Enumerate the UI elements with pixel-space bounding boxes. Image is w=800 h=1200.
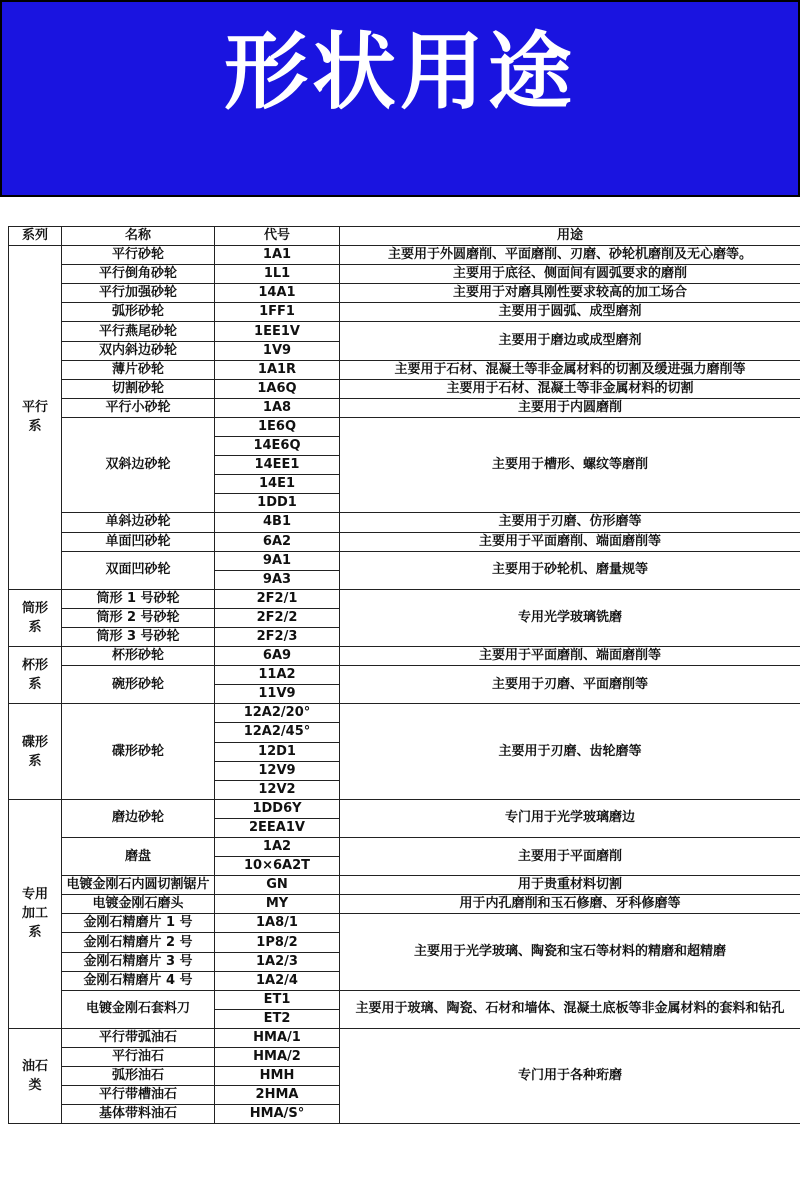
name-cell: 金刚石精磨片 1 号 bbox=[62, 914, 215, 933]
shape-use-table bbox=[8, 226, 800, 1124]
code-cell: 4B1 bbox=[215, 513, 340, 532]
series-cell: 平行系 bbox=[9, 246, 62, 590]
code-cell: 2HMA bbox=[215, 1086, 340, 1105]
code-cell: 1EE1V bbox=[215, 322, 340, 341]
name-cell: 磨边砂轮 bbox=[62, 799, 215, 837]
name-cell: 弧形砂轮 bbox=[62, 303, 215, 322]
shape-use-table-container bbox=[8, 226, 800, 1124]
code-cell: 11V9 bbox=[215, 685, 340, 704]
table-row bbox=[9, 513, 800, 532]
code-cell: GN bbox=[215, 876, 340, 895]
code-cell: 12D1 bbox=[215, 742, 340, 761]
table-row bbox=[9, 589, 800, 608]
name-cell: 金刚石精磨片 2 号 bbox=[62, 933, 215, 952]
code-cell: 1A1 bbox=[215, 246, 340, 265]
table-row bbox=[9, 360, 800, 379]
use-cell: 用于内孔磨削和玉石修磨、牙科修磨等 bbox=[340, 895, 800, 914]
code-cell: 1FF1 bbox=[215, 303, 340, 322]
table-header-row bbox=[9, 227, 800, 246]
name-cell: 单斜边砂轮 bbox=[62, 513, 215, 532]
code-cell: 2EEA1V bbox=[215, 818, 340, 837]
table-row bbox=[9, 284, 800, 303]
series-cell: 专用加工系 bbox=[9, 799, 62, 1028]
table-row bbox=[9, 914, 800, 933]
name-cell: 筒形 3 号砂轮 bbox=[62, 627, 215, 646]
table-row bbox=[9, 398, 800, 417]
name-cell: 金刚石精磨片 3 号 bbox=[62, 952, 215, 971]
code-cell: MY bbox=[215, 895, 340, 914]
use-cell: 专门用于光学玻璃磨边 bbox=[340, 799, 800, 837]
name-cell: 基体带料油石 bbox=[62, 1105, 215, 1124]
code-cell: 1P8/2 bbox=[215, 933, 340, 952]
code-cell: 14EE1 bbox=[215, 456, 340, 475]
code-cell: 2F2/3 bbox=[215, 627, 340, 646]
code-cell: 1E6Q bbox=[215, 417, 340, 436]
name-cell: 切割砂轮 bbox=[62, 379, 215, 398]
code-cell: 1A8 bbox=[215, 398, 340, 417]
series-cell: 碟形系 bbox=[9, 704, 62, 799]
name-cell: 平行带弧油石 bbox=[62, 1028, 215, 1047]
use-cell: 主要用于刃磨、仿形磨等 bbox=[340, 513, 800, 532]
table-row bbox=[9, 417, 800, 436]
table-row bbox=[9, 666, 800, 685]
use-cell: 主要用于石材、混凝土等非金属材料的切割及缓进强力磨削等 bbox=[340, 360, 800, 379]
use-cell: 专用光学玻璃铣磨 bbox=[340, 589, 800, 646]
use-cell: 主要用于玻璃、陶瓷、石材和墙体、混凝土底板等非金属材料的套料和钻孔 bbox=[340, 990, 800, 1028]
code-cell: 2F2/1 bbox=[215, 589, 340, 608]
use-cell: 主要用于砂轮机、磨量规等 bbox=[340, 551, 800, 589]
code-cell: ET2 bbox=[215, 1009, 340, 1028]
code-cell: 14E1 bbox=[215, 475, 340, 494]
code-cell: 1DD6Y bbox=[215, 799, 340, 818]
name-cell: 双内斜边砂轮 bbox=[62, 341, 215, 360]
code-cell: 1V9 bbox=[215, 341, 340, 360]
code-cell: 1A8/1 bbox=[215, 914, 340, 933]
name-cell: 碟形砂轮 bbox=[62, 704, 215, 799]
name-cell: 磨盘 bbox=[62, 838, 215, 876]
table-row bbox=[9, 246, 800, 265]
use-cell: 主要用于刃磨、齿轮磨等 bbox=[340, 704, 800, 799]
table-row bbox=[9, 532, 800, 551]
code-cell: 1A2/4 bbox=[215, 971, 340, 990]
name-cell: 弧形油石 bbox=[62, 1067, 215, 1086]
use-cell: 主要用于平面磨削、端面磨削等 bbox=[340, 647, 800, 666]
use-cell: 主要用于磨边或成型磨剂 bbox=[340, 322, 800, 360]
code-cell: 14A1 bbox=[215, 284, 340, 303]
use-cell: 主要用于平面磨削 bbox=[340, 838, 800, 876]
page-title: 形状用途 bbox=[223, 23, 576, 121]
table-row bbox=[9, 704, 800, 723]
code-cell: 12V2 bbox=[215, 780, 340, 799]
code-cell: 12A2/45° bbox=[215, 723, 340, 742]
use-cell: 专门用于各种珩磨 bbox=[340, 1028, 800, 1123]
use-cell: 主要用于光学玻璃、陶瓷和宝石等材料的精磨和超精磨 bbox=[340, 914, 800, 990]
name-cell: 双斜边砂轮 bbox=[62, 417, 215, 512]
use-cell: 主要用于底径、侧面间有圆弧要求的磨削 bbox=[340, 265, 800, 284]
use-cell: 主要用于石材、混凝土等非金属材料的切割 bbox=[340, 379, 800, 398]
name-cell: 平行小砂轮 bbox=[62, 398, 215, 417]
name-cell: 平行油石 bbox=[62, 1048, 215, 1067]
series-cell: 杯形系 bbox=[9, 647, 62, 704]
title-banner bbox=[0, 0, 800, 197]
code-cell: 6A9 bbox=[215, 647, 340, 666]
code-cell: HMA/S° bbox=[215, 1105, 340, 1124]
code-cell: 11A2 bbox=[215, 666, 340, 685]
table-row bbox=[9, 990, 800, 1009]
name-cell: 薄片砂轮 bbox=[62, 360, 215, 379]
name-cell: 筒形 2 号砂轮 bbox=[62, 608, 215, 627]
use-cell: 主要用于圆弧、成型磨剂 bbox=[340, 303, 800, 322]
code-cell: HMH bbox=[215, 1067, 340, 1086]
table-body bbox=[9, 246, 800, 1124]
name-cell: 平行加强砂轮 bbox=[62, 284, 215, 303]
name-cell: 单面凹砂轮 bbox=[62, 532, 215, 551]
code-cell: 1DD1 bbox=[215, 494, 340, 513]
code-cell: 1L1 bbox=[215, 265, 340, 284]
name-cell: 电镀金刚石磨头 bbox=[62, 895, 215, 914]
series-cell: 油石类 bbox=[9, 1028, 62, 1123]
code-cell: 12V9 bbox=[215, 761, 340, 780]
use-cell: 主要用于平面磨削、端面磨削等 bbox=[340, 532, 800, 551]
code-cell: 9A1 bbox=[215, 551, 340, 570]
code-cell: HMA/2 bbox=[215, 1048, 340, 1067]
name-cell: 平行带槽油石 bbox=[62, 1086, 215, 1105]
code-cell: 12A2/20° bbox=[215, 704, 340, 723]
header-name: 名称 bbox=[62, 227, 215, 246]
header-use: 用途 bbox=[340, 227, 800, 246]
use-cell: 主要用于外圆磨削、平面磨削、刃磨、砂轮机磨削及无心磨等。 bbox=[340, 246, 800, 265]
code-cell: ET1 bbox=[215, 990, 340, 1009]
table-row bbox=[9, 303, 800, 322]
use-cell: 用于贵重材料切割 bbox=[340, 876, 800, 895]
table-row bbox=[9, 838, 800, 857]
code-cell: 10×6A2T bbox=[215, 857, 340, 876]
table-row bbox=[9, 379, 800, 398]
code-cell: HMA/1 bbox=[215, 1028, 340, 1047]
use-cell: 主要用于槽形、螺纹等磨削 bbox=[340, 417, 800, 512]
name-cell: 碗形砂轮 bbox=[62, 666, 215, 704]
use-cell: 主要用于对磨具刚性要求较高的加工场合 bbox=[340, 284, 800, 303]
name-cell: 平行砂轮 bbox=[62, 246, 215, 265]
code-cell: 9A3 bbox=[215, 570, 340, 589]
table-row bbox=[9, 647, 800, 666]
table-row bbox=[9, 265, 800, 284]
code-cell: 14E6Q bbox=[215, 437, 340, 456]
name-cell: 电镀金刚石内圆切割锯片 bbox=[62, 876, 215, 895]
name-cell: 平行燕尾砂轮 bbox=[62, 322, 215, 341]
table-row bbox=[9, 895, 800, 914]
code-cell: 1A6Q bbox=[215, 379, 340, 398]
table-row bbox=[9, 322, 800, 341]
name-cell: 平行倒角砂轮 bbox=[62, 265, 215, 284]
name-cell: 金刚石精磨片 4 号 bbox=[62, 971, 215, 990]
name-cell: 双面凹砂轮 bbox=[62, 551, 215, 589]
name-cell: 杯形砂轮 bbox=[62, 647, 215, 666]
table-row bbox=[9, 799, 800, 818]
code-cell: 1A2 bbox=[215, 838, 340, 857]
name-cell: 电镀金刚石套料刀 bbox=[62, 990, 215, 1028]
code-cell: 1A2/3 bbox=[215, 952, 340, 971]
code-cell: 6A2 bbox=[215, 532, 340, 551]
code-cell: 2F2/2 bbox=[215, 608, 340, 627]
header-code: 代号 bbox=[215, 227, 340, 246]
table-row bbox=[9, 1028, 800, 1047]
use-cell: 主要用于刃磨、平面磨削等 bbox=[340, 666, 800, 704]
series-cell: 筒形系 bbox=[9, 589, 62, 646]
table-row bbox=[9, 551, 800, 570]
use-cell: 主要用于内圆磨削 bbox=[340, 398, 800, 417]
header-series: 系列 bbox=[9, 227, 62, 246]
code-cell: 1A1R bbox=[215, 360, 340, 379]
name-cell: 筒形 1 号砂轮 bbox=[62, 589, 215, 608]
